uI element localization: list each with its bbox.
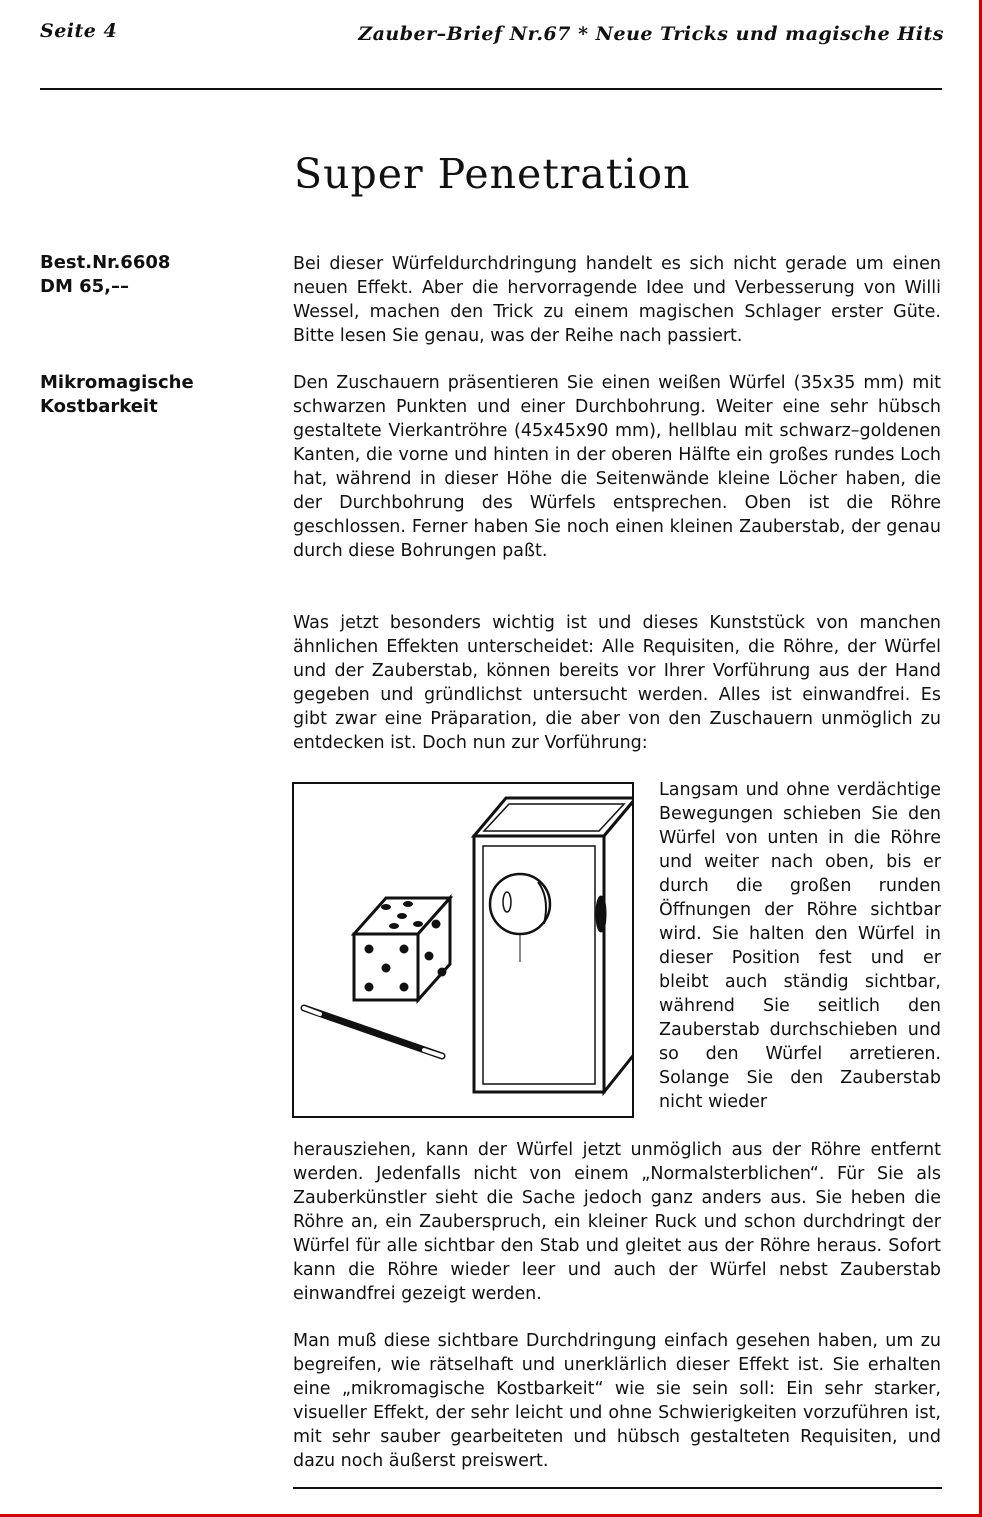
paragraph-penetration: herausziehen, kann der Würfel jetzt unmöglich aus der Röhre entfernt werden. Jedenfalls nicht von einem „Normalsterblichen“. Für Sie als Zauberkünstler sieht die Sache jedoch ganz anders aus. Sie heben die Röhre an, ein Zauberspruch, ein kleiner Ruck und schon durchdringt der Würfel für alle sichtbar den Stab und gleitet aus der Röhre heraus. Sofort kann die Röhre wieder leer und auch der Würfel nebst Zauberstab einwandfrei gezeigt werden. bbox=[293, 1140, 941, 1304]
tagline-line-2: Kostbarkeit bbox=[40, 396, 158, 417]
publication-header: Zauber–Brief Nr.67 * Neue Tricks und magische Hits bbox=[358, 23, 944, 45]
header-divider bbox=[40, 88, 942, 90]
props-drawing bbox=[294, 784, 632, 1116]
page-number: Seite 4 bbox=[40, 20, 118, 42]
footer-divider bbox=[293, 1487, 942, 1489]
tagline bbox=[40, 371, 194, 419]
wand-illustration bbox=[304, 1008, 442, 1056]
props-illustration bbox=[292, 782, 634, 1118]
article-title: Super Penetration bbox=[294, 150, 691, 198]
tube-illustration bbox=[474, 798, 632, 1092]
paragraph-props: Den Zuschauern präsentieren Sie einen weißen Würfel (35x35 mm) mit schwarzen Punkten und einer Durchbohrung. Weiter eine sehr hübsch gestaltete Vierkantröhre (45x45x90 mm), hellblau mit schwarz–goldenen Kanten, die vorne und hinten in der oberen Hälfte ein großes rundes Loch hat, während in dieser Höhe die Seitenwände kleine Löcher haben, die der Durchbohrung des Würfels entsprechen. Oben ist die Röhre geschlossen. Ferner haben Sie noch einen kleinen Zauberstab, der genau durch diese Bohrungen paßt. bbox=[293, 373, 941, 561]
order-info bbox=[40, 251, 170, 299]
die-illustration bbox=[354, 898, 450, 1000]
paragraph-examination: Was jetzt besonders wichtig ist und dieses Kunststück von manchen ähnlichen Effekten unterscheidet: Alle Requisiten, die Röhre, der Würfel und der Zauberstab, können bereits vor Ihrer Vorführung aus der Hand gegeben und gründlichst untersucht werden. Alles ist einwandfrei. Es gibt zwar eine Präparation, die aber von den Zuschauern unmöglich zu entdecken ist. Doch nun zur Vorführung: bbox=[293, 613, 941, 753]
paragraph-intro: Bei dieser Würfeldurchdringung handelt es sich nicht gerade um einen neuen Effekt. Aber die hervorragende Idee und Verbesserung von Willi Wessel, machen den Trick zu einem magischen Schlager erster Güte. Bitte lesen Sie genau, was der Reihe nach passiert. bbox=[293, 254, 941, 346]
order-number: Best.Nr.6608 bbox=[40, 252, 171, 273]
paragraph-conclusion: Man muß diese sichtbare Durchdringung einfach gesehen haben, um zu begreifen, wie rätselhaft und unerklärlich dieser Effekt ist. Sie erhalten eine „mikromagische Kostbarkeit“ wie sie sein soll: Ein sehr starker, visueller Effekt, der sehr leicht und ohne Schwierigkeiten vorzuführen ist, mit sehr sauber gearbeiteten und hübsch gestalteten Requisiten, und dazu noch äußerst preiswert. bbox=[293, 1331, 941, 1471]
price: DM 65,–– bbox=[40, 276, 130, 297]
tagline-line-1: Mikromagische bbox=[40, 372, 194, 393]
paragraph-performance: Langsam und ohne verdächtige Bewegungen schieben Sie den Würfel von unten in die Röhre und weiter nach oben, bis er durch die großen runden Öffnungen der Röhre sichtbar wird. Sie halten den Würfel in dieser Position fest und er bleibt auch ständig sichtbar, während Sie seitlich den Zauberstab durchschieben und so den Würfel arretieren. Solange Sie den Zauberstab nicht wieder bbox=[659, 780, 941, 1112]
